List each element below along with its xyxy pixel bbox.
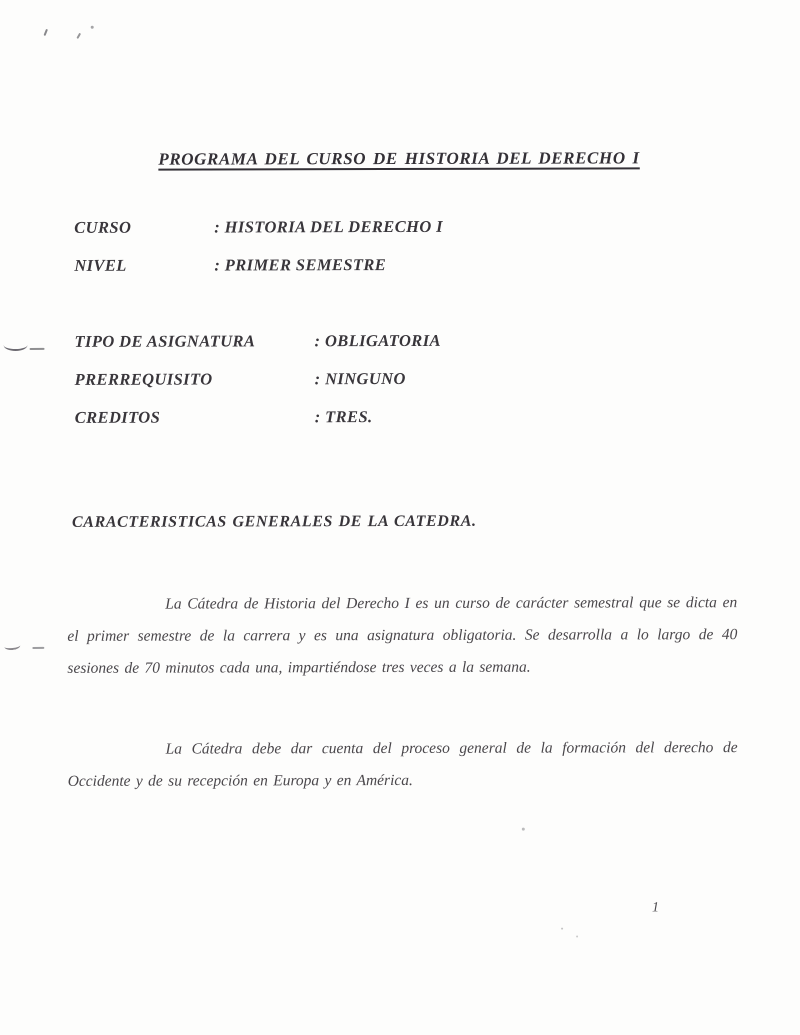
handwritten-curve-mark	[4, 339, 28, 351]
ink-speck-mark	[76, 33, 81, 39]
scan-dot-mark	[576, 936, 578, 938]
field-value-prerrequisito: : NINGUNO	[314, 368, 406, 389]
course-details-block	[75, 330, 442, 445]
section-heading-caracteristicas: CARACTERISTICAS GENERALES DE LA CATEDRA.	[71, 513, 477, 532]
field-value-curso: : HISTORIA DEL DERECHO I	[214, 216, 444, 237]
ink-speck-mark	[43, 29, 47, 36]
page-number: 1	[652, 900, 660, 916]
document-title: PROGRAMA DEL CURSO DE HISTORIA DEL DERECHO I	[158, 148, 640, 170]
course-header-block	[74, 216, 443, 293]
paragraph-course-description: La Cátedra de Historia del Derecho I es un curso de carácter semestral que se dicta en el primer semestre de la carrera y es una asignatura obligatoria. Se desarrolla a lo largo de 40 sesiones de 70 minutos cada una, impartiéndose tres veces a la semana.	[67, 593, 738, 678]
info-row-prerrequisito	[75, 368, 441, 407]
handwritten-dash-mark	[30, 348, 45, 350]
info-row-tipo-asignatura	[75, 330, 441, 369]
handwritten-tilde-mark	[4, 641, 21, 651]
field-label-curso: CURSO	[74, 217, 132, 237]
info-row-creditos	[75, 406, 441, 445]
handwritten-dash-mark	[32, 647, 44, 649]
field-value-tipo-asignatura: : OBLIGATORIA	[314, 330, 441, 351]
paragraph-course-scope: La Cátedra debe dar cuenta del proceso general de la formación del derecho de Occidente y de su recepción en Europa y en América.	[67, 738, 738, 790]
field-label-nivel: NIVEL	[74, 255, 127, 275]
field-value-nivel: : PRIMER SEMESTRE	[214, 255, 387, 275]
field-label-tipo-asignatura: TIPO DE ASIGNATURA	[74, 331, 256, 351]
scan-dot-mark	[522, 828, 525, 831]
field-value-creditos: : TRES.	[314, 407, 373, 427]
info-row-nivel	[74, 254, 443, 293]
field-label-creditos: CREDITOS	[74, 407, 161, 427]
field-label-prerrequisito: PRERREQUISITO	[74, 369, 213, 389]
scan-dot-mark	[561, 928, 563, 930]
info-row-curso	[74, 216, 443, 255]
ink-speck-mark	[91, 26, 94, 29]
